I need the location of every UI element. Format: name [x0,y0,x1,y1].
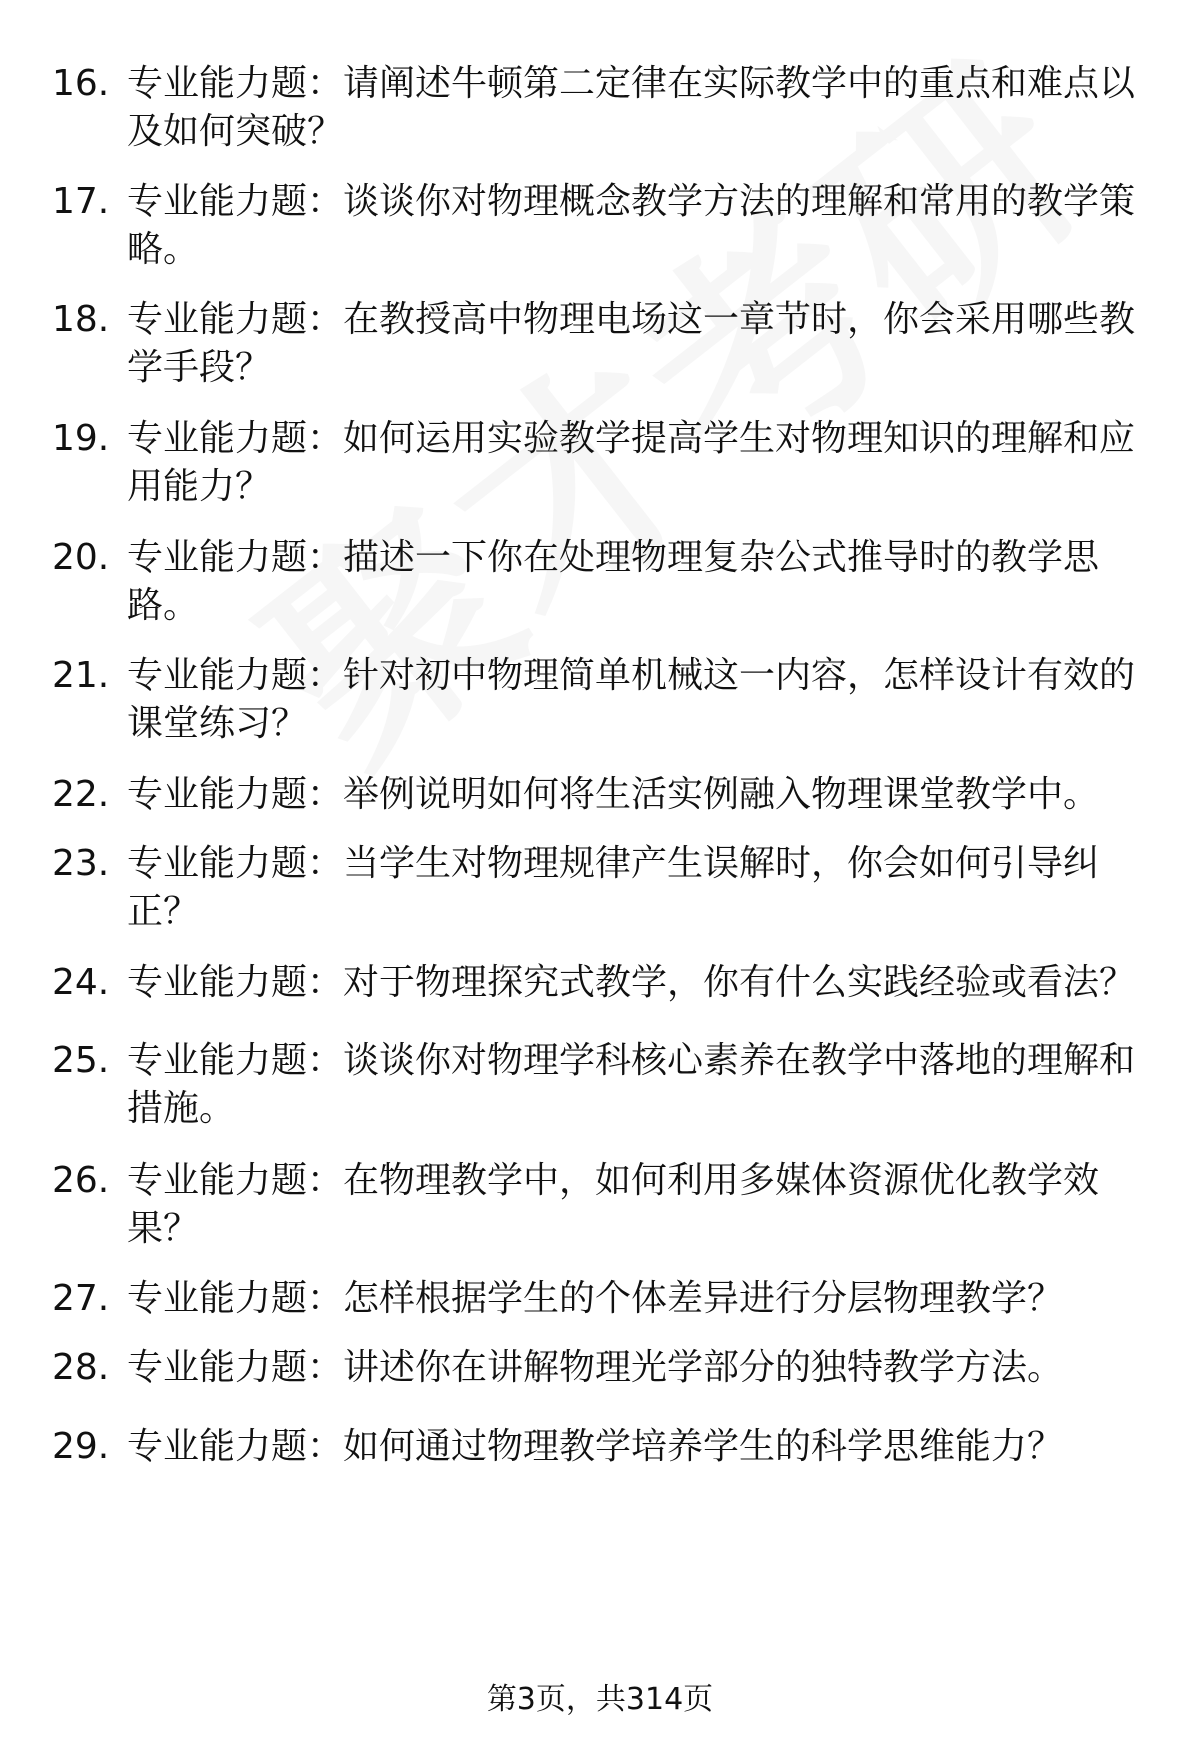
question-text: 专业能力题：举例说明如何将生活实例融入物理课堂教学中。 [127,774,1100,815]
question-number: 25. [52,1040,110,1081]
question-text: 专业能力题：在教授高中物理电场这一章节时，你会采用哪些教学手段？ [127,299,1136,388]
question-text: 专业能力题：对于物理探究式教学，你有什么实践经验或看法？ [127,962,1136,1003]
question-text: 专业能力题：在物理教学中，如何利用多媒体资源优化教学效果？ [127,1160,1100,1249]
question-text: 专业能力题：怎样根据学生的个体差异进行分层物理教学？ [127,1278,1064,1319]
question-text: 专业能力题：针对初中物理简单机械这一内容，怎样设计有效的课堂练习？ [127,655,1136,744]
question-text: 专业能力题：请阐述牛顿第二定律在实际教学中的重点和难点以及如何突破？ [127,63,1136,152]
question-number: 24. [52,962,110,1003]
question-number: 16. [52,63,110,104]
question-number: 28. [52,1347,110,1388]
question-number: 26. [52,1160,110,1201]
question-text: 专业能力题：谈谈你对物理学科核心素养在教学中落地的理解和措施。 [127,1040,1136,1129]
question-number: 17. [52,181,110,222]
question-text: 专业能力题：谈谈你对物理概念教学方法的理解和常用的教学策略。 [127,181,1136,270]
question-number: 21. [52,655,110,696]
question-number: 22. [52,774,110,815]
question-number: 20. [52,537,110,578]
question-text: 专业能力题：讲述你在讲解物理光学部分的独特教学方法。 [127,1347,1064,1388]
question-number: 23. [52,843,110,884]
question-text: 专业能力题：如何运用实验教学提高学生对物理知识的理解和应用能力？ [127,418,1136,507]
question-number: 27. [52,1278,110,1319]
question-number: 18. [52,299,110,340]
question-text: 专业能力题：描述一下你在处理物理复杂公式推导时的教学思路。 [127,537,1100,626]
question-text: 专业能力题：当学生对物理规律产生误解时，你会如何引导纠正？ [127,843,1100,932]
question-number: 29. [52,1426,110,1467]
page-footer: 第3页，共314页 [486,1682,714,1717]
question-text: 专业能力题：如何通过物理教学培养学生的科学思维能力？ [127,1426,1064,1467]
question-number: 19. [52,418,110,459]
